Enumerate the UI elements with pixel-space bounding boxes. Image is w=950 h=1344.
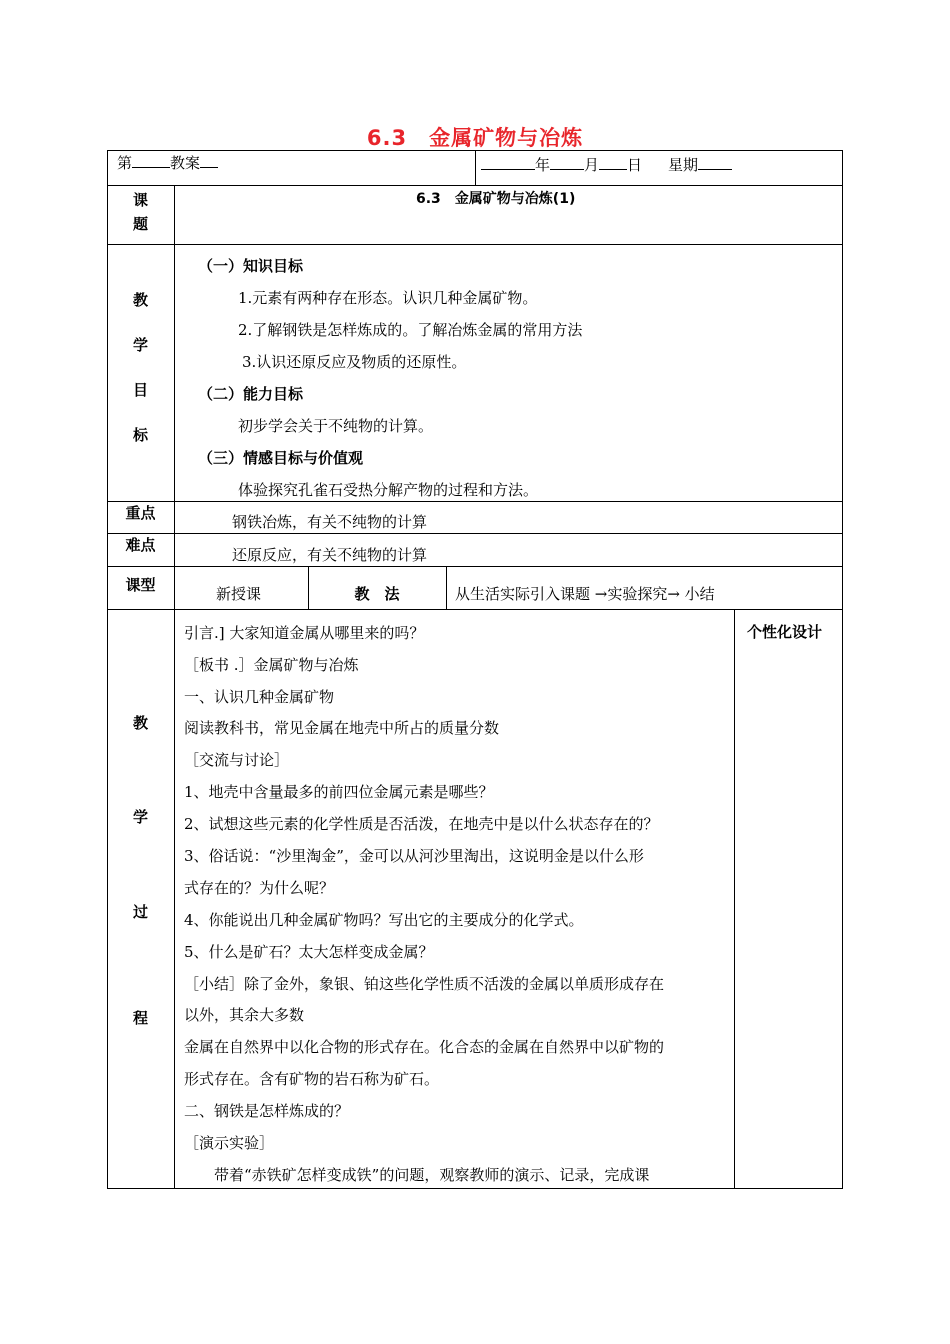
ability-heading: （二）能力目标	[198, 385, 304, 403]
row-divider	[107, 609, 843, 610]
lesson-number-prefix: 第	[117, 154, 133, 172]
weekday-label: 星期	[668, 156, 699, 174]
date-field	[481, 154, 732, 175]
weekday-blank	[698, 154, 732, 170]
row-divider	[107, 501, 843, 502]
knowledge-item-3: 3.认识还原反应及物质的还原性。	[242, 353, 467, 371]
goals-label-1: 教	[132, 291, 148, 309]
goals-label-2: 学	[132, 336, 148, 354]
year-label: 年	[535, 156, 551, 174]
side-column-divider	[734, 609, 735, 1189]
day-label: 日	[627, 156, 643, 174]
process-line: 金属在自然界中以化合物的形式存在。化合态的金属在自然界中以矿物的	[184, 1038, 665, 1056]
process-line: 5、什么是矿石？太大怎样变成金属？	[184, 943, 434, 961]
process-line: 2、试想这些元素的化学性质是否活泼，在地壳中是以什么状态存在的？	[184, 815, 659, 833]
goals-label-3: 目	[132, 381, 148, 399]
process-label-1: 教	[132, 714, 148, 732]
difficulty-value: 还原反应，有关不纯物的计算	[232, 546, 428, 564]
teaching-method-label: 教 法	[354, 585, 400, 603]
knowledge-heading: （一）知识目标	[198, 257, 304, 275]
lesson-plan-blank	[200, 152, 218, 168]
row-divider	[107, 533, 843, 534]
process-line: ［板书 .］金属矿物与冶炼	[184, 656, 359, 674]
topic-label-1: 课	[132, 191, 148, 209]
process-line: 阅读教科书，常见金属在地壳中所占的质量分数	[184, 719, 500, 737]
year-blank	[481, 154, 535, 170]
process-line: ［演示实验］	[184, 1134, 275, 1152]
row-divider	[107, 185, 843, 186]
lesson-type-value: 新授课	[216, 585, 262, 603]
process-line: 3、俗话说：“沙里淘金”，金可以从河沙里淘出，这说明金是以什么形	[184, 847, 644, 865]
table-border-right	[842, 150, 843, 1189]
month-label: 月	[584, 156, 600, 174]
goals-label-4: 标	[132, 426, 148, 444]
key-point-value: 钢铁冶炼，有关不纯物的计算	[232, 513, 428, 531]
process-line: 4、你能说出几种金属矿物吗？写出它的主要成分的化学式。	[184, 911, 584, 929]
process-line: 1、地壳中含量最多的前四位金属元素是哪些？	[184, 783, 494, 801]
process-label-3: 过	[132, 903, 148, 921]
process-line: 二、钢铁是怎样炼成的？	[184, 1102, 350, 1120]
lesson-plan-label: 教案	[170, 154, 201, 172]
lesson-number-field	[117, 152, 218, 173]
header-divider	[475, 150, 476, 185]
day-blank	[599, 154, 627, 170]
process-line: 式存在的？为什么呢？	[184, 879, 335, 897]
personalized-design-heading: 个性化设计	[747, 623, 823, 641]
knowledge-item-2: 2.了解钢铁是怎样炼成的。了解冶炼金属的常用方法	[238, 321, 583, 339]
difficulty-label: 难点	[125, 536, 156, 554]
process-line: 引言.] 大家知道金属从哪里来的吗？	[184, 624, 425, 642]
key-point-label: 重点	[125, 504, 156, 522]
emotion-text: 体验探究孔雀石受热分解产物的过程和方法。	[238, 481, 539, 499]
teaching-method-value: 从生活实际引入课题 →实验探究→ 小结	[455, 585, 715, 603]
knowledge-item-1: 1.元素有两种存在形态。认识几种金属矿物。	[238, 289, 538, 307]
process-label-4: 程	[132, 1009, 148, 1027]
month-blank	[550, 154, 584, 170]
process-line: 形式存在。含有矿物的岩石称为矿石。	[184, 1070, 440, 1088]
lesson-type-label: 课型	[125, 576, 156, 594]
emotion-heading: （三）情感目标与价值观	[198, 449, 364, 467]
label-column-divider	[174, 185, 175, 1189]
row-divider	[107, 566, 843, 567]
topic-label-2: 题	[132, 215, 148, 233]
method-divider	[446, 566, 447, 609]
process-line: ［小结］除了金外，象银、铂这些化学性质不活泼的金属以单质形成存在	[184, 975, 665, 993]
process-label-2: 学	[132, 808, 148, 826]
page-title: 6.3 金属矿物与冶炼	[366, 126, 584, 150]
row-divider	[107, 244, 843, 245]
table-border-bottom	[107, 1188, 843, 1189]
process-line: 一、认识几种金属矿物	[184, 688, 335, 706]
ability-text: 初步学会关于不纯物的计算。	[238, 417, 434, 435]
topic-value: 6.3 金属矿物与冶炼(1)	[416, 191, 576, 207]
process-line: 以外，其余大多数	[184, 1006, 305, 1024]
process-line: 带着“赤铁矿怎样变成铁”的问题，观察教师的演示、记录，完成课	[184, 1166, 650, 1184]
process-line: ［交流与讨论］	[184, 751, 290, 769]
lesson-number-blank	[132, 152, 170, 168]
